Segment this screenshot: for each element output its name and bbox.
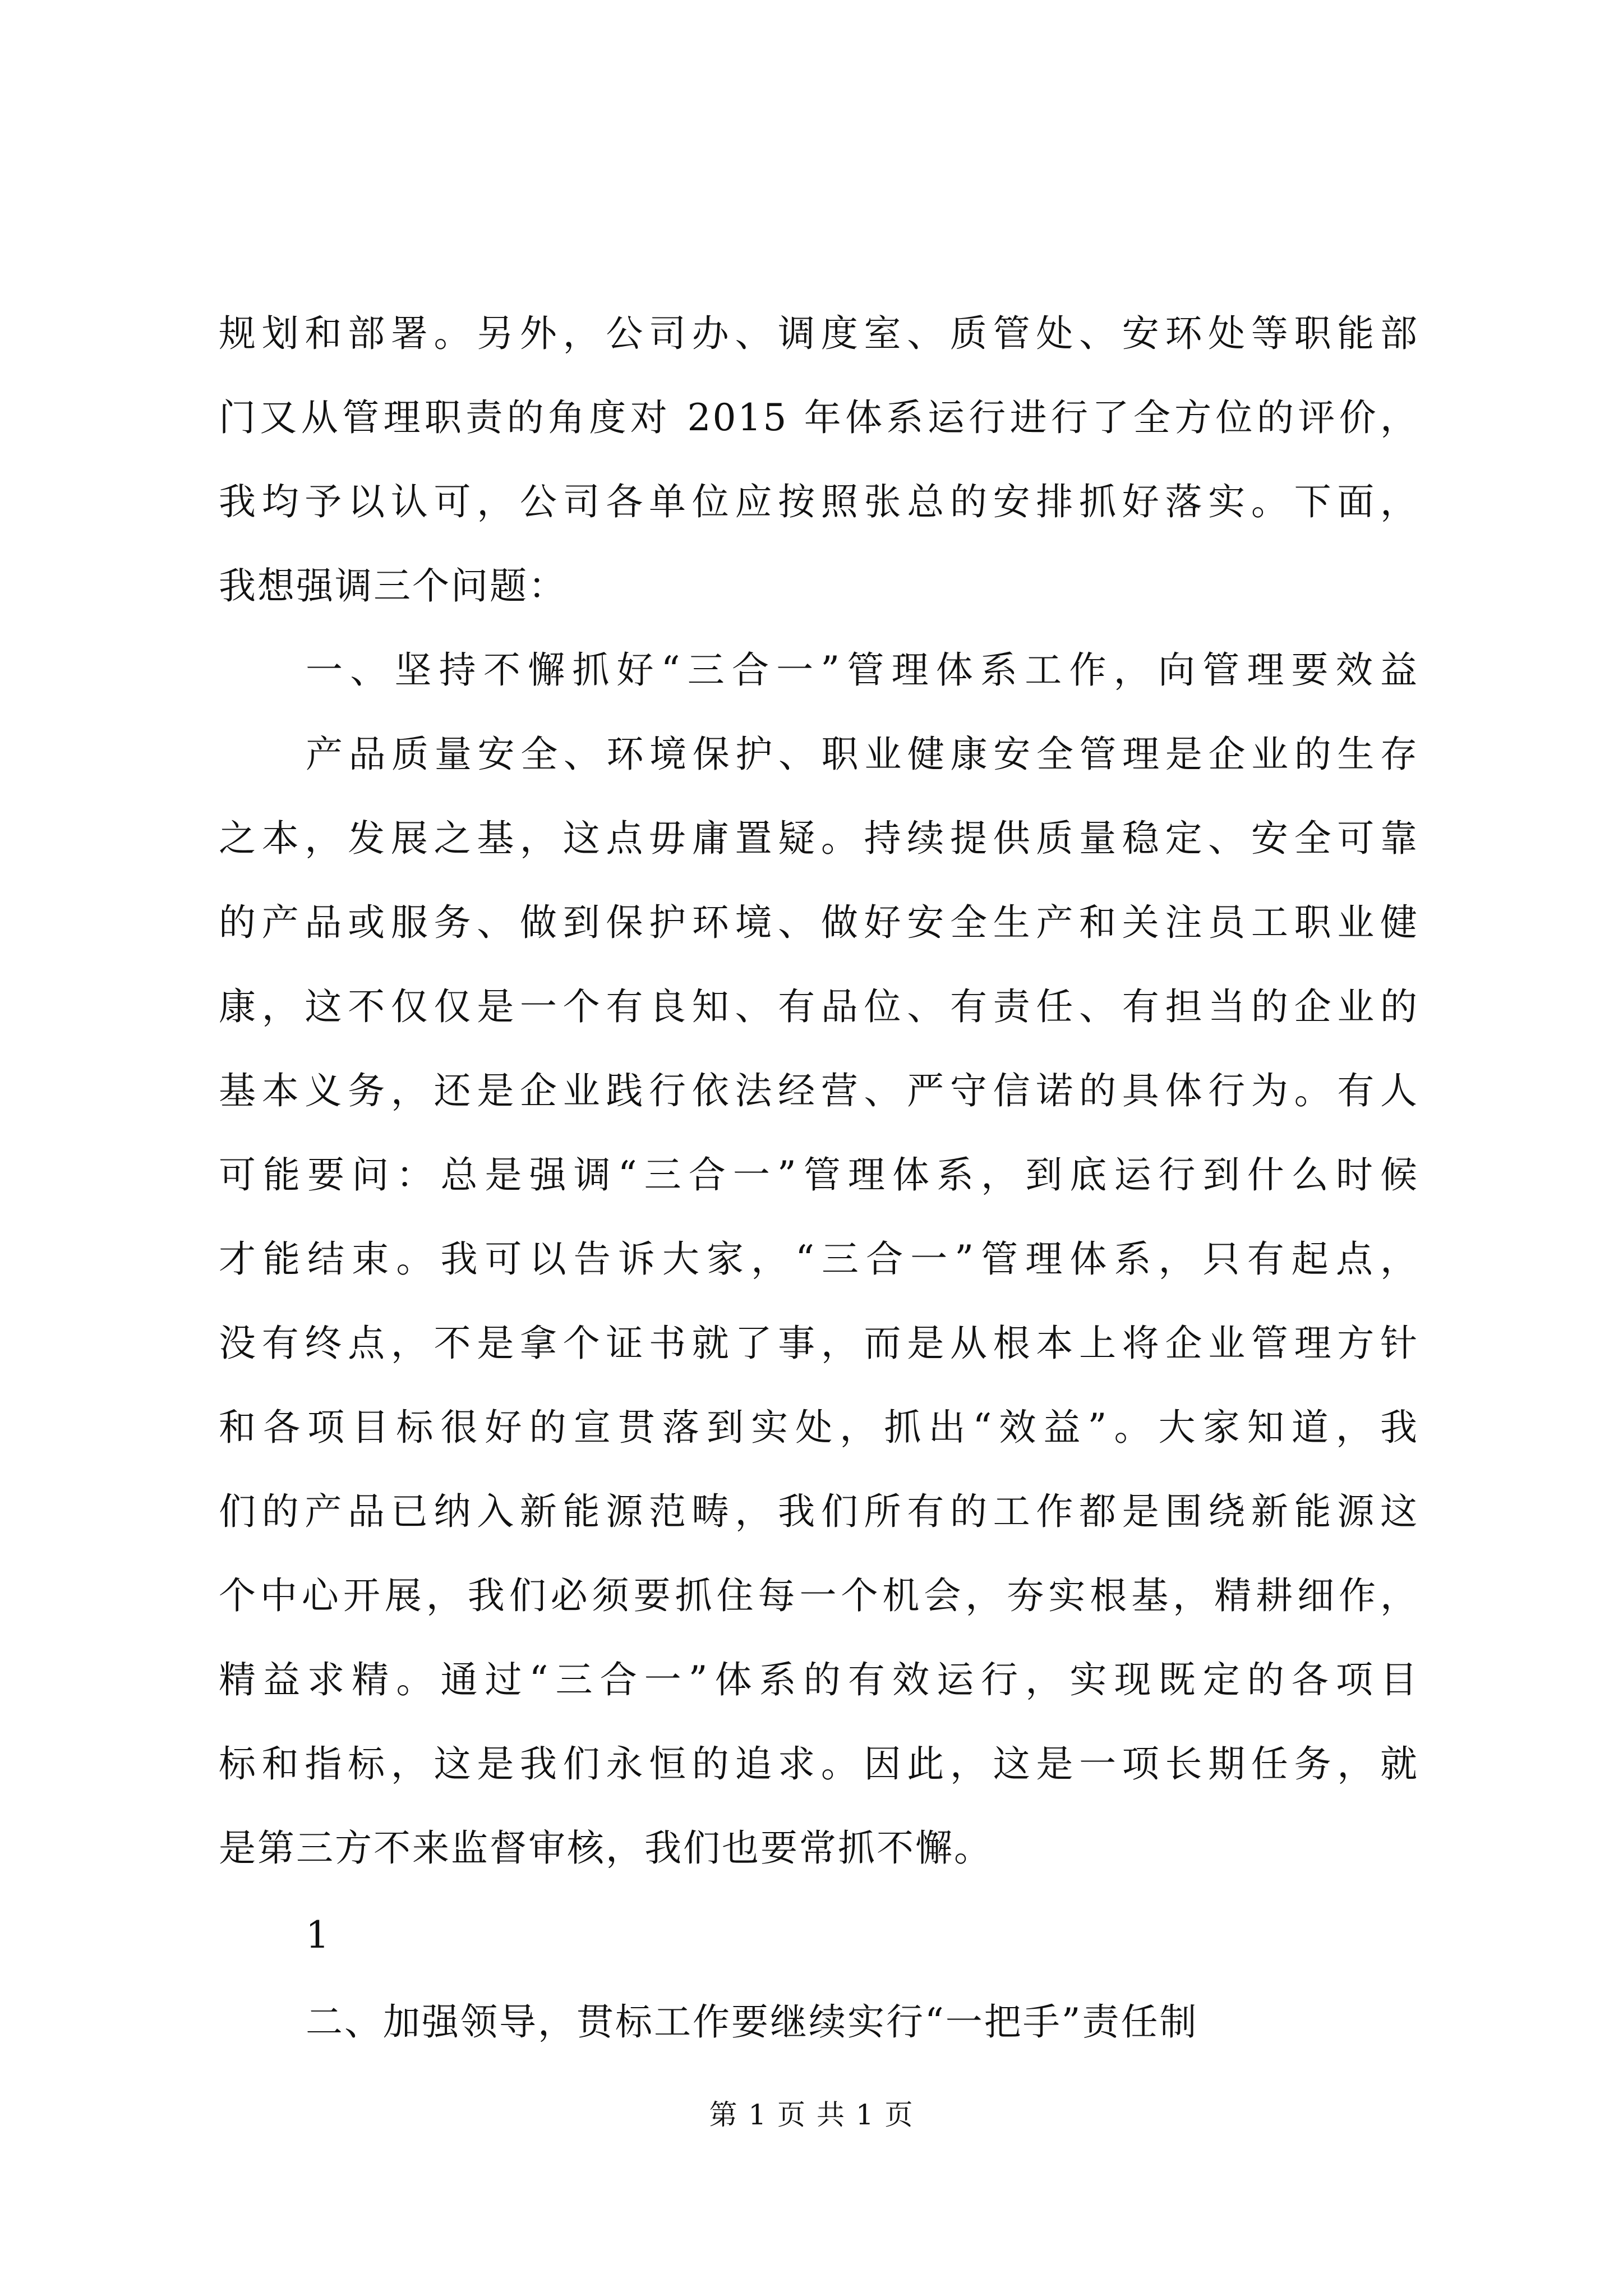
body-line: 产品质量安全、环境保护、职业健康安全管理是企业的生存 bbox=[306, 733, 1419, 776]
body-line: 规划和部署。另外，公司办、调度室、质管处、安环处等职能部 bbox=[219, 312, 1419, 355]
body-line: 们的产品已纳入新能源范畴，我们所有的工作都是围绕新能源这 bbox=[219, 1490, 1419, 1533]
section-heading-2: 二、加强领导，贯标工作要继续实行“一把手”责任制 bbox=[306, 2000, 1198, 2044]
body-line: 个中心开展，我们必须要抓住每一个机会，夯实根基，精耕细作， bbox=[219, 1574, 1419, 1617]
body-line: 没有终点，不是拿个证书就了事，而是从根本上将企业管理方针 bbox=[219, 1322, 1419, 1365]
body-line: 我均予以认可，公司各单位应按照张总的安排抓好落实。下面， bbox=[219, 480, 1419, 523]
body-line: 之本，发展之基，这点毋庸置疑。持续提供质量稳定、安全可靠 bbox=[219, 817, 1419, 860]
body-line: 的产品或服务、做到保护环境、做好安全生产和关注员工职业健 bbox=[219, 901, 1419, 944]
page-number-inline: 1 bbox=[306, 1913, 331, 1957]
body-line: 和各项目标很好的宣贯落到实处，抓出“效益”。大家知道，我 bbox=[219, 1406, 1419, 1449]
body-line: 精益求精。通过“三合一”体系的有效运行，实现既定的各项目 bbox=[219, 1658, 1419, 1701]
body-line: 是第三方不来监督审核，我们也要常抓不懈。 bbox=[219, 1826, 993, 1870]
page-footer: 第 1 页 共 1 页 bbox=[709, 2099, 914, 2131]
body-line: 才能结束。我可以告诉大家，“三合一”管理体系，只有起点， bbox=[219, 1237, 1419, 1281]
body-line: 基本义务，还是企业践行依法经营、严守信诺的具体行为。有人 bbox=[219, 1069, 1419, 1112]
body-line: 门又从管理职责的角度对 2015 年体系运行进行了全方位的评价， bbox=[219, 396, 1419, 439]
body-line: 康，这不仅仅是一个有良知、有品位、有责任、有担当的企业的 bbox=[219, 985, 1419, 1028]
body-line: 我想强调三个问题： bbox=[219, 564, 567, 608]
body-line: 可能要问：总是强调“三合一”管理体系，到底运行到什么时候 bbox=[219, 1153, 1419, 1197]
section-heading-1: 一、坚持不懈抓好“三合一”管理体系工作，向管理要效益 bbox=[306, 648, 1419, 692]
body-line: 标和指标，这是我们永恒的追求。因此，这是一项长期任务，就 bbox=[219, 1742, 1419, 1786]
